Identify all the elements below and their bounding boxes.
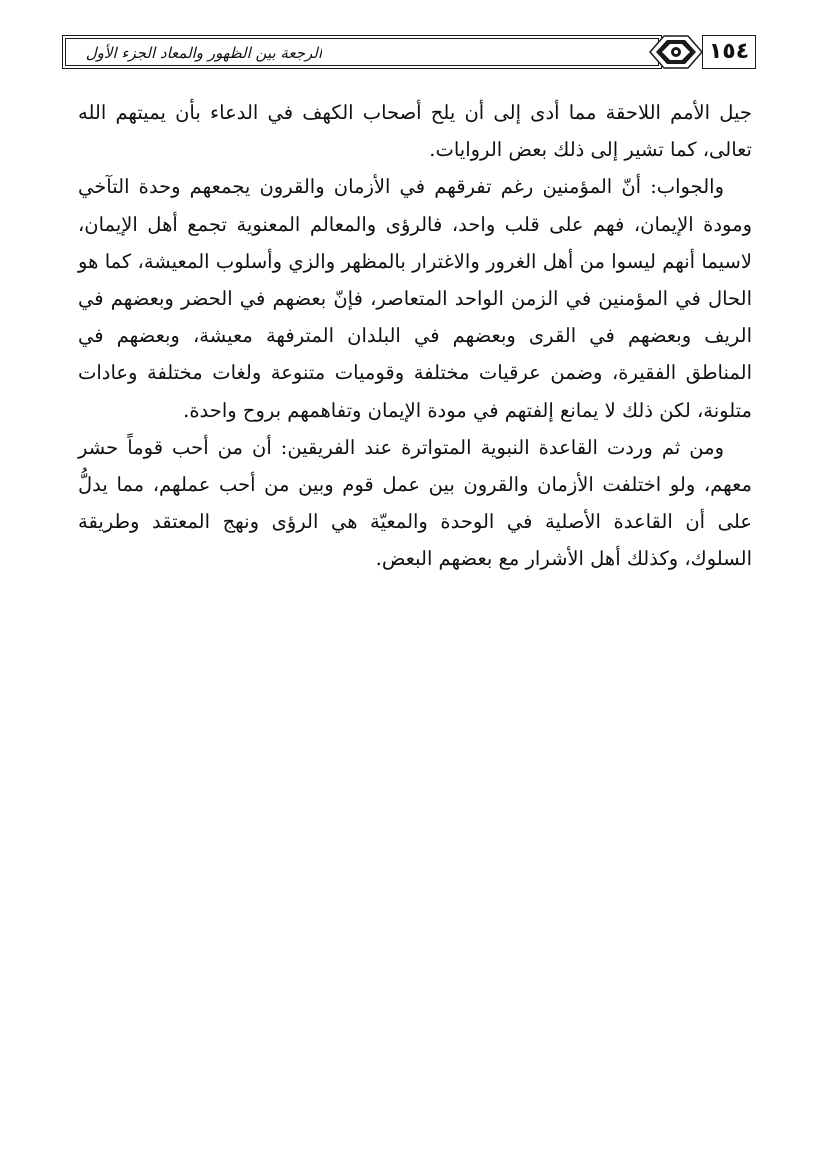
page-header [62, 30, 756, 74]
paragraph-2: والجواب: أنّ المؤمنين رغم تفرقهم في الأزمان والقرون يجمعهم وحدة التآخي ومودة الإيمان، فهم على قلب واحد، فالرؤى والمعالم المعنوية تجمع أهل الإيمان، لاسيما أنهم ليسوا من أهل الغرور والاغترار بالمظهر والزي وأسلوب المعيشة، كما هو الحال في المؤمنين في الزمن الواحد المتعاصر، فإنّ بعضهم في الحضر وبعضهم في الريف وبعضهم في القرى وبعضهم في البلدان المترفهة معيشة، وبعضهم في المناطق الفقيرة، وضمن عرقيات مختلفة وقوميات متنوعة ولغات مختلفة وعادات متلونة، لكن ذلك لا يمانع إلفتهم في مودة الإيمان وتفاهمهم بروح واحدة. [78, 175, 752, 422]
ornament-icon [648, 32, 704, 72]
running-title: الرجعة بين الظهور والمعاد الجزء الأول [85, 44, 322, 62]
body-text [78, 94, 752, 578]
paragraph-3: ومن ثم وردت القاعدة النبوية المتواترة عند الفريقين: أن من أحب قوماً حشر معهم، ولو اختلفت الأزمان والقرون بين عمل قوم وبين من أحب عملهم، مما يدلُّ على أن القاعدة الأصلية في الوحدة والمعيّة هي الرؤى ونهج المعتقد وطريقة السلوك، وكذلك أهل الأشرار مع بعضهم البعض. [78, 435, 752, 571]
paragraph-1: جيل الأمم اللاحقة مما أدى إلى أن يلح أصحاب الكهف في الدعاء بأن يميتهم الله تعالى، كما تشير إلى ذلك بعض الروايات. [78, 101, 752, 162]
page-number-box [702, 35, 756, 69]
page-number: ١٥٤ [708, 39, 750, 64]
